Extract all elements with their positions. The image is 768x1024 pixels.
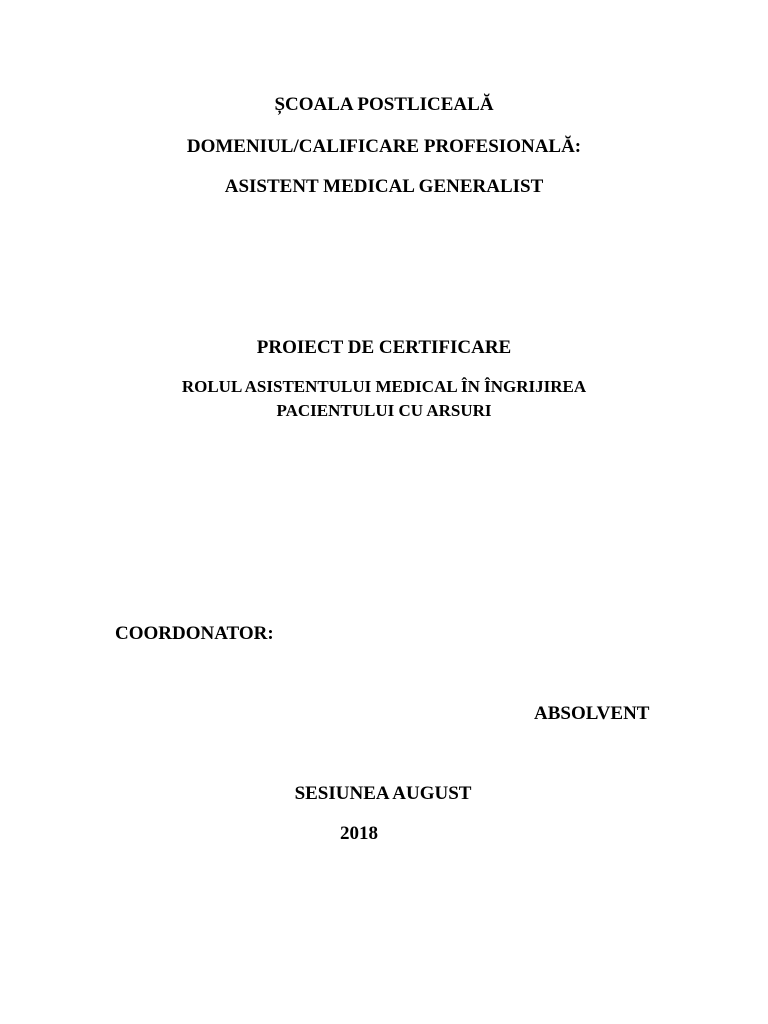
project-title-line-1: ROLUL ASISTENTULUI MEDICAL ÎN ÎNGRIJIREA: [181, 377, 587, 396]
school-name: ȘCOALA POSTLICEALĂ: [274, 94, 494, 115]
qualification-heading: ASISTENT MEDICAL GENERALIST: [224, 176, 544, 197]
domain-heading: DOMENIUL/CALIFICARE PROFESIONALĂ:: [186, 136, 582, 157]
graduate-label: ABSOLVENT: [534, 703, 650, 724]
session-label: SESIUNEA AUGUST: [294, 783, 472, 804]
project-type-heading: PROIECT DE CERTIFICARE: [256, 337, 512, 358]
session-year: 2018: [340, 823, 378, 844]
project-title-line-2: PACIENTULUI CU ARSURI: [276, 401, 492, 420]
coordinator-label: COORDONATOR:: [115, 623, 274, 644]
